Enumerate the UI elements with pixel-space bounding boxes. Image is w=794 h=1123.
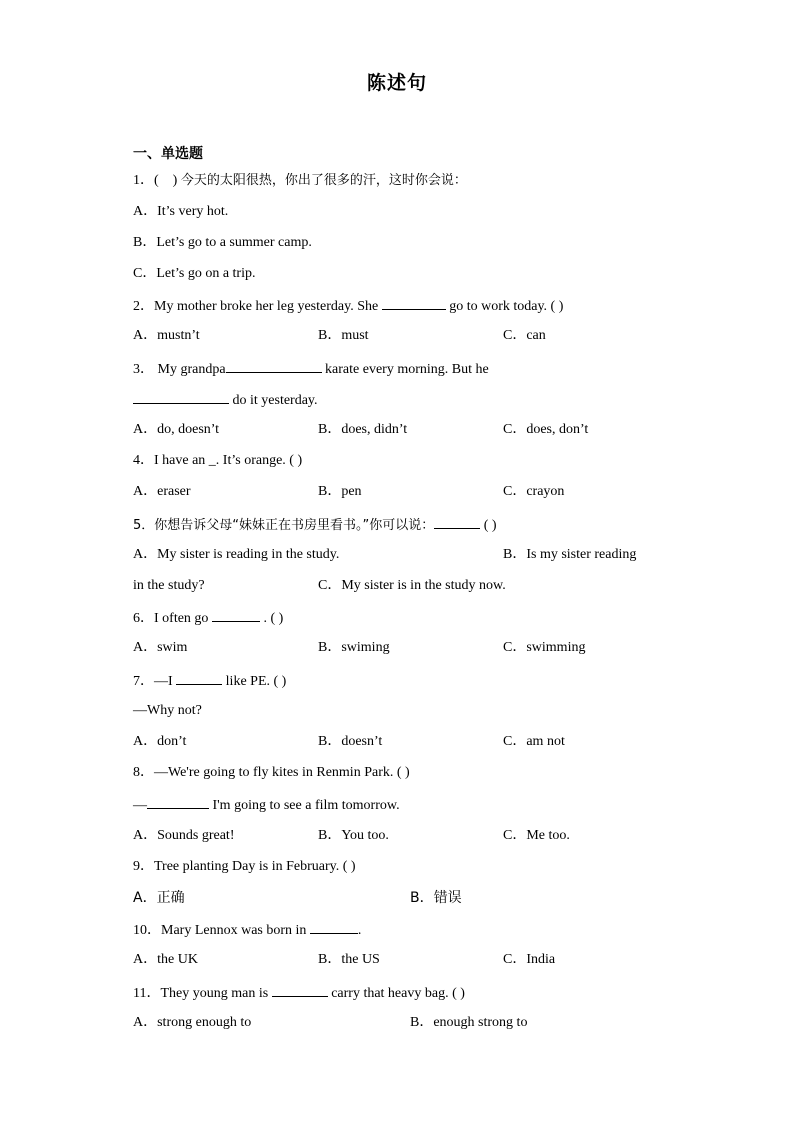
question-1-option-b[interactable]: B．Let’s go to a summer camp. (133, 235, 312, 250)
answer-blank[interactable] (310, 919, 358, 934)
question-2-option-c[interactable]: C．can (503, 328, 546, 343)
page-title: 陈述句 (366, 72, 427, 94)
answer-blank[interactable] (434, 514, 480, 529)
question-4-stem: 4．I have an _. It’s orange. ( ) (133, 453, 303, 468)
question-4-option-a[interactable]: A．eraser (133, 484, 191, 499)
answer-blank[interactable] (272, 982, 328, 997)
answer-blank[interactable] (382, 295, 446, 310)
question-7-option-c[interactable]: C．am not (503, 734, 565, 749)
question-9-stem: 9．Tree planting Day is in February. ( ) (133, 859, 356, 874)
question-6-stem: 6．I often go . ( ) (133, 607, 283, 629)
question-10-option-b[interactable]: B．the US (318, 952, 380, 967)
question-7-line2: —Why not? (133, 703, 202, 718)
question-3-option-a[interactable]: A．do, doesn’t (133, 422, 220, 437)
question-7-option-a[interactable]: A．don’t (133, 734, 187, 749)
question-11-option-b[interactable]: B．enough strong to (410, 1015, 528, 1030)
question-11-option-a[interactable]: A．strong enough to (133, 1015, 252, 1030)
question-1-stem: 1．( ) 今天的太阳很热，你出了很多的汗，这时你会说： (133, 173, 467, 188)
question-7-option-b[interactable]: B．doesn’t (318, 734, 383, 749)
question-10-option-c[interactable]: C．India (503, 952, 556, 967)
question-8-stem: 8．—We're going to fly kites in Renmin Park. ( ) (133, 765, 410, 780)
question-3-option-c[interactable]: C．does, don’t (503, 422, 589, 437)
question-2-option-b[interactable]: B．must (318, 328, 369, 343)
question-2-stem: 2．My mother broke her leg yesterday. She go to work today. ( ) (133, 295, 563, 317)
question-9-option-b[interactable]: B．错误 (410, 890, 462, 906)
question-1-option-a[interactable]: A．It’s very hot. (133, 204, 229, 219)
question-7-stem: 7．—I like PE. ( ) (133, 670, 286, 692)
answer-blank[interactable] (226, 358, 322, 373)
question-10-stem: 10．Mary Lennox was born in . (133, 919, 361, 941)
question-8-option-a[interactable]: A．Sounds great! (133, 828, 235, 843)
question-3-stem: 3． My grandpa karate every morning. But he (133, 358, 489, 380)
question-6-option-b[interactable]: B．swiming (318, 640, 390, 655)
answer-blank[interactable] (176, 670, 222, 685)
answer-blank[interactable] (147, 794, 209, 809)
question-3-option-b[interactable]: B．does, didn’t (318, 422, 408, 437)
question-9-option-a[interactable]: A．正确 (133, 890, 185, 906)
question-5-option-c[interactable]: C．My sister is in the study now. (318, 578, 506, 593)
question-5-stem: 5．你想告诉父母“妹妹正在书房里看书。”你可以说： ( ) (133, 514, 497, 536)
question-6-option-a[interactable]: A．swim (133, 640, 188, 655)
question-1-option-c[interactable]: C．Let’s go on a trip. (133, 266, 256, 281)
question-2-option-a[interactable]: A．mustn’t (133, 328, 200, 343)
question-3-stem-cont: do it yesterday. (133, 389, 318, 411)
question-6-option-c[interactable]: C．swimming (503, 640, 586, 655)
answer-blank[interactable] (133, 389, 229, 404)
question-5-option-a[interactable]: A．My sister is reading in the study. (133, 547, 340, 562)
question-8-option-c[interactable]: C．Me too. (503, 828, 570, 843)
question-10-option-a[interactable]: A．the UK (133, 952, 198, 967)
question-8-line2: — I'm going to see a film tomorrow. (133, 794, 400, 816)
question-5-option-b-cont[interactable]: in the study? (133, 578, 205, 593)
question-8-option-b[interactable]: B．You too. (318, 828, 389, 843)
question-4-option-b[interactable]: B．pen (318, 484, 362, 499)
answer-blank[interactable] (212, 607, 260, 622)
question-11-stem: 11．They young man is carry that heavy bag. ( ) (133, 982, 465, 1004)
question-4-option-c[interactable]: C．crayon (503, 484, 565, 499)
question-5-option-b[interactable]: B．Is my sister reading (503, 547, 637, 562)
section-heading: 一、单选题 (133, 146, 203, 162)
